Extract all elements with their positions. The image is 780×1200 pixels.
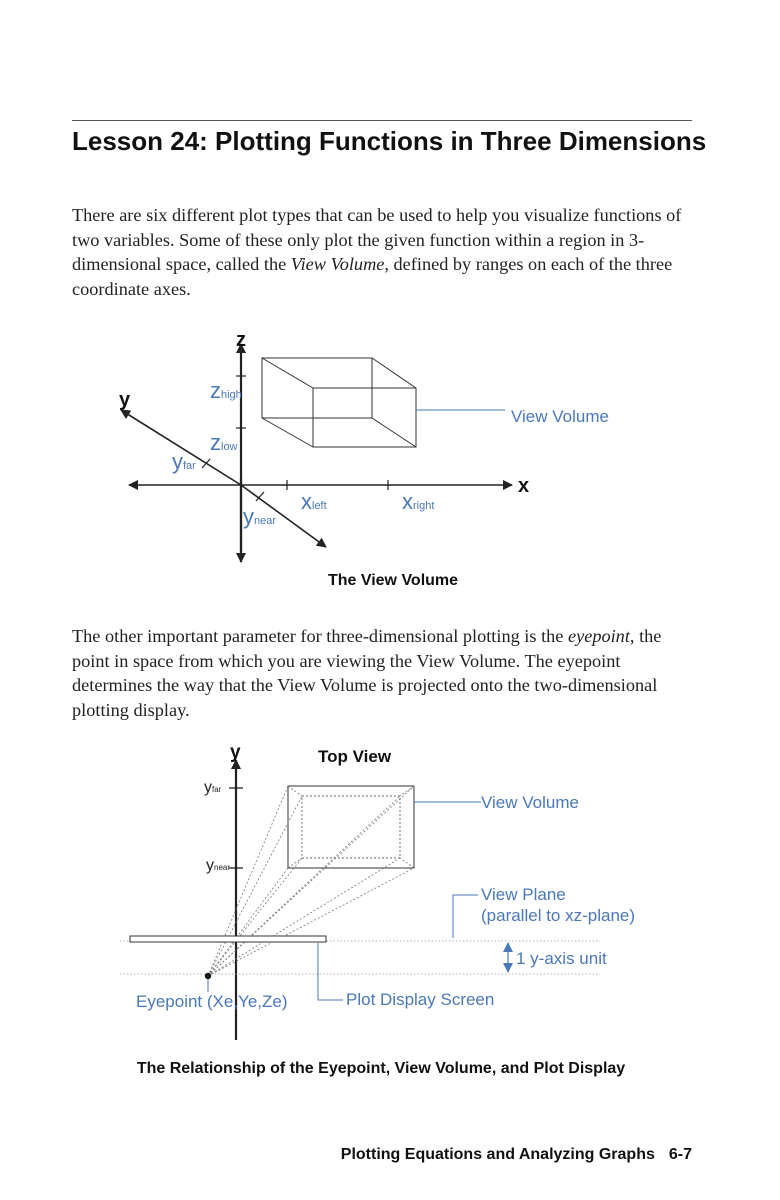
y-axis-label: y [230, 742, 241, 763]
z-high-label: zhigh [210, 378, 242, 403]
intro-text-before: There are six different plot types that can be used to help you visualize functions of two variables. Some of these only plot the given function within a region in 3-dimensional space, called the [72, 205, 682, 274]
top-rule [72, 120, 692, 121]
y-near-label: ynear [243, 504, 277, 529]
footer-section: Plotting Equations and Analyzing Graphs [340, 1146, 655, 1163]
y-axis-label: y [119, 389, 131, 411]
unit-label: 1 y-axis unit [516, 949, 607, 968]
eyepoint-text-before: The other important parameter for three-dimensional plotting is the [72, 626, 568, 646]
eyepoint-diagram [0, 738, 780, 1048]
figure2-caption: The Relationship of the Eyepoint, View Volume, and Plot Display [136, 1060, 626, 1077]
eyepoint-term: eyepoint [567, 626, 630, 646]
z-low-label: zlow [210, 430, 238, 455]
z-axis-label: z [236, 329, 246, 351]
lesson-heading: Lesson 24: Plotting Functions in Three Dimensions [72, 126, 707, 156]
y-far-label: yfar [172, 449, 196, 474]
view-volume-inner-rect [302, 796, 400, 858]
page-footer [341, 1146, 692, 1164]
eyepoint-paragraph [72, 624, 692, 722]
view-volume-label: View Volume [511, 407, 609, 426]
view-plane-label: View Plane [481, 885, 566, 904]
x-right-label: xright [402, 489, 435, 514]
plot-screen-leader [318, 943, 343, 1000]
y-far-tick [202, 459, 210, 468]
view-volume-diagram [0, 318, 780, 570]
eyepoint-dot [205, 973, 211, 979]
y-far-label: yfar [204, 779, 222, 796]
projection-rays [208, 786, 414, 976]
eyepoint-text-after: , the point in space from which you are viewing the View Volume. The eyepoint determines the way that the View Volume is projected onto the two-dimensional plotting display. [72, 626, 662, 720]
x-left-label: xleft [301, 489, 327, 514]
top-view-label: Top View [318, 747, 392, 766]
view-volume-box [262, 358, 416, 447]
plot-display-screen [130, 936, 326, 942]
view-volume-rect [288, 786, 414, 868]
eyepoint-label: Eyepoint (Xe,Ye,Ze) [136, 992, 288, 1011]
x-axis-label: x [518, 475, 530, 497]
y-near-label: ynear [206, 857, 231, 874]
view-volume-label: View Volume [481, 793, 579, 812]
view-volume-term: View Volume [290, 254, 385, 274]
intro-text-after: , defined by ranges on each of the three coordinate axes. [72, 254, 673, 299]
plot-screen-label: Plot Display Screen [346, 990, 495, 1009]
view-plane-sublabel: (parallel to xz-plane) [481, 906, 636, 925]
page-number: 6-7 [668, 1146, 692, 1163]
view-plane-leader [453, 895, 478, 938]
intro-paragraph [72, 203, 692, 301]
figure1-caption: The View Volume [327, 572, 459, 589]
